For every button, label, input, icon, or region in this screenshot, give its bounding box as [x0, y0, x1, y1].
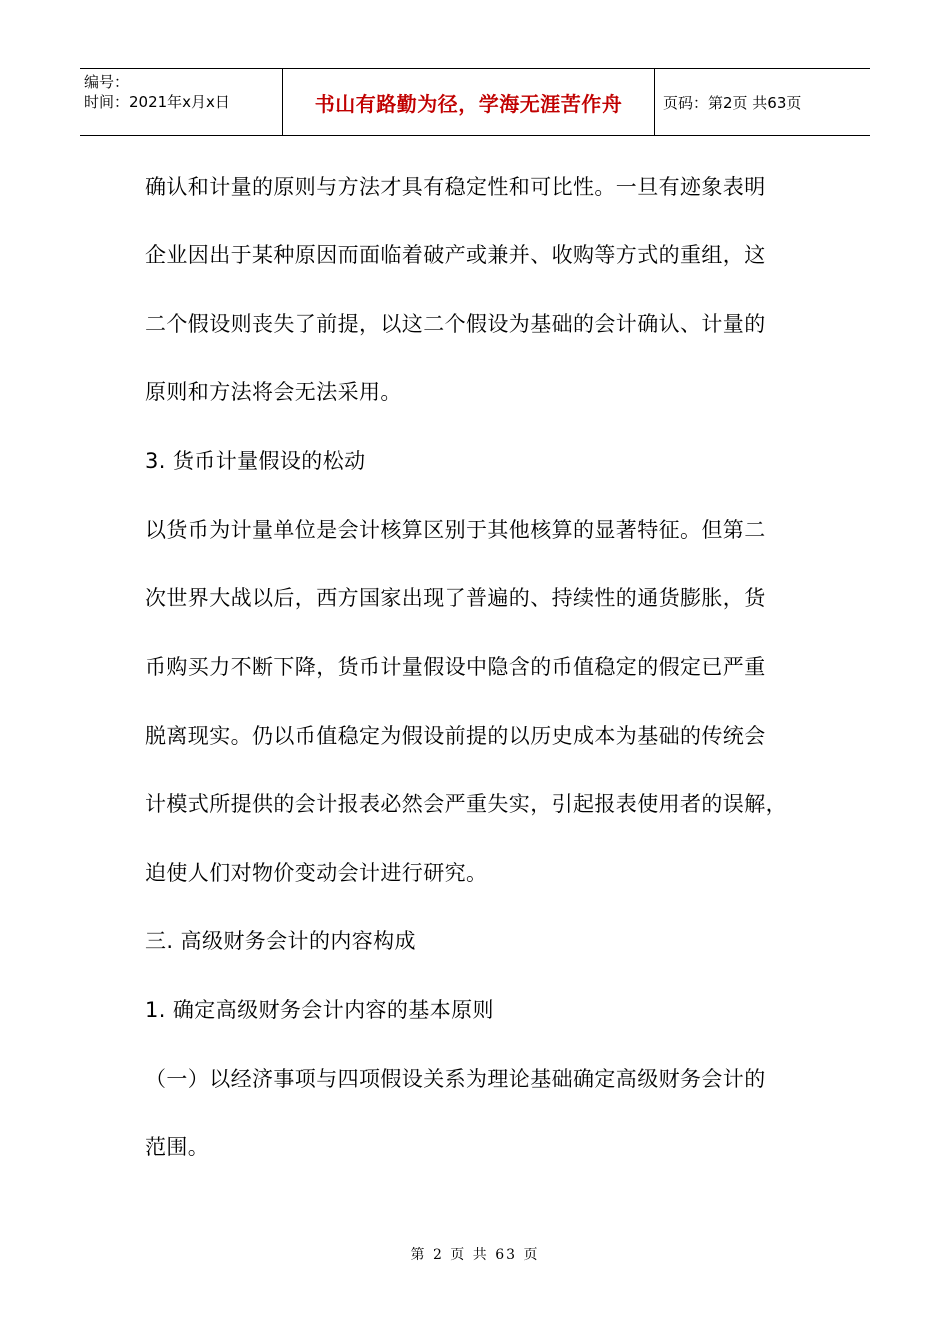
- subsection-heading: 1. 确定高级财务会计内容的基本原则: [145, 998, 494, 1022]
- body-line: 范围。: [145, 1135, 210, 1159]
- page-footer: 第 2 页 共 63 页: [410, 1247, 540, 1263]
- body-line: 币购买力不断下降，货币计量假设中隐含的币值稳定的假定已严重: [145, 655, 766, 679]
- body-line: 迫使人们对物价变动会计进行研究。: [145, 861, 488, 885]
- header-page-info: 页码：第2页 共63页: [663, 93, 802, 112]
- body-line: 计模式所提供的会计报表必然会严重失实，引起报表使用者的误解，: [145, 792, 787, 816]
- body-line: 脱离现实。仍以币值稳定为假设前提的以历史成本为基础的传统会: [145, 724, 766, 748]
- header-page-cell: [655, 69, 870, 135]
- page-header: [80, 68, 870, 136]
- body-line: 二个假设则丧失了前提，以这二个假设为基础的会计确认、计量的: [145, 312, 766, 336]
- header-motto-cell: [282, 69, 655, 135]
- body-line: 次世界大战以后，西方国家出现了普遍的、持续性的通货膨胀，货: [145, 586, 766, 610]
- body-line: 确认和计量的原则与方法才具有稳定性和可比性。一旦有迹象表明: [145, 175, 766, 199]
- body-line: 以货币为计量单位是会计核算区别于其他核算的显著特征。但第二: [145, 518, 766, 542]
- section-heading: 三. 高级财务会计的内容构成: [145, 929, 416, 953]
- body-line: 企业因出于某种原因而面临着破产或兼并、收购等方式的重组，这: [145, 243, 766, 267]
- header-left-cell: [80, 69, 282, 135]
- section-heading: 3. 货币计量假设的松动: [145, 449, 366, 473]
- body-line: 原则和方法将会无法采用。: [145, 380, 402, 404]
- body-line: （一）以经济事项与四项假设关系为理论基础确定高级财务会计的: [145, 1067, 766, 1091]
- motto-text: 书山有路勤为径，学海无涯苦作舟: [314, 91, 623, 116]
- document-date: 时间：2021年x月x日: [84, 93, 230, 111]
- document-number-label: 编号：: [84, 73, 130, 91]
